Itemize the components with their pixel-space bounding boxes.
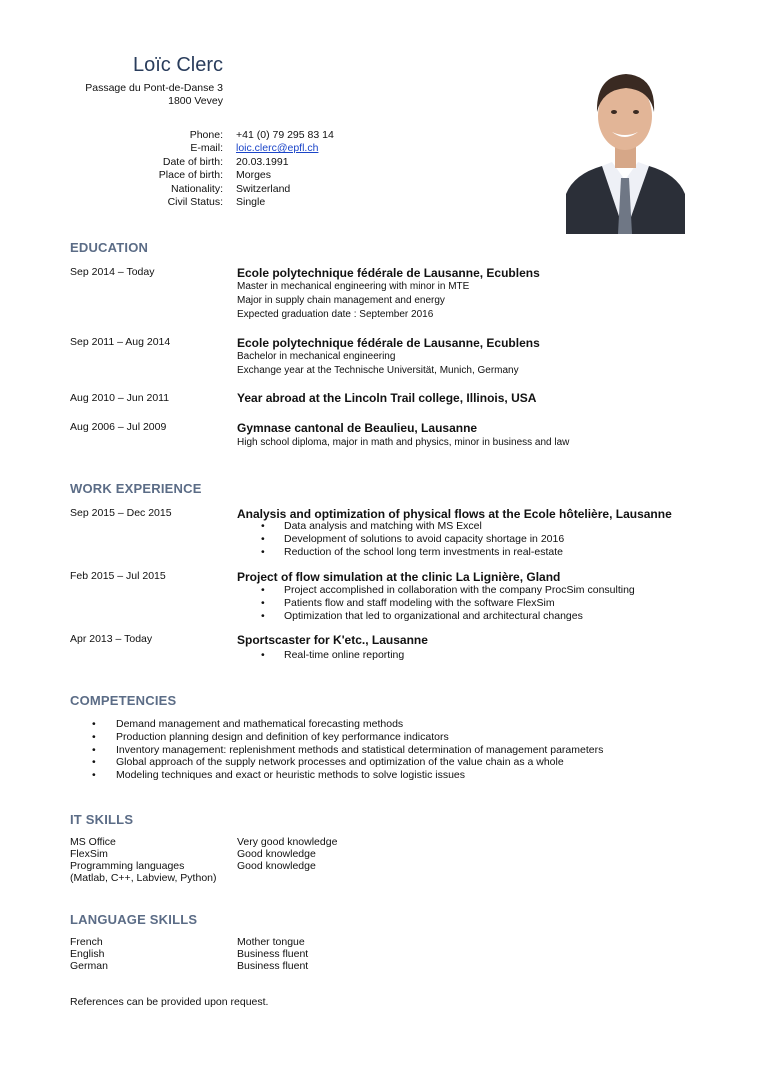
work-bullet: • Development of solutions to avoid capacity shortage in 2016 [237, 533, 564, 546]
work-bullet: • Project accomplished in collaboration with the company ProcSim consulting [237, 584, 635, 597]
work-heading: WORK EXPERIENCE [70, 481, 202, 496]
dob-label: Date of birth: [162, 156, 223, 168]
education-title: Gymnase cantonal de Beaulieu, Lausanne [237, 421, 478, 435]
education-detail: High school diploma, major in math and physics, minor in business and law [237, 437, 570, 448]
it-skill-level: Good knowledge [237, 860, 316, 872]
it-skills-heading: IT SKILLS [70, 812, 134, 827]
nationality-value: Switzerland [236, 183, 291, 195]
competencies-heading: COMPETENCIES [70, 693, 177, 708]
work-bullet: • Data analysis and matching with MS Excel [237, 520, 564, 533]
phone-value: +41 (0) 79 295 83 14 [236, 129, 334, 141]
competency-item: • Global approach of the supply network processes and optimization of the value chain as a whole [70, 756, 603, 769]
email-link[interactable]: loic.clerc@epfl.ch [236, 142, 319, 154]
dob-value: 20.03.1991 [236, 156, 289, 168]
email-value [236, 142, 318, 154]
education-detail: Bachelor in mechanical engineering [237, 351, 396, 362]
phone-label: Phone: [189, 129, 223, 141]
education-title: Ecole polytechnique fédérale de Lausanne, Ecublens [237, 336, 540, 350]
portrait-photo [566, 56, 685, 234]
education-detail: Master in mechanical engineering with minor in MTE [237, 281, 470, 292]
work-title: Analysis and optimization of physical flows at the Ecole hôtelière, Lausanne [237, 507, 672, 521]
education-date: Sep 2011 – Aug 2014 [70, 336, 171, 348]
language-level: Business fluent [237, 960, 309, 972]
competency-item: • Modeling techniques and exact or heuristic methods to solve logistic issues [70, 769, 603, 782]
work-date: Apr 2013 – Today [70, 633, 153, 645]
civil-status-label: Civil Status: [167, 196, 223, 208]
language-name: English [70, 948, 105, 960]
education-detail: Major in supply chain management and energy [237, 295, 445, 306]
language-name: French [70, 936, 103, 948]
address-line-1: Passage du Pont-de-Danse 3 [85, 82, 223, 94]
work-date: Feb 2015 – Jul 2015 [70, 570, 166, 582]
competencies-list [70, 718, 603, 782]
education-detail: Exchange year at the Technische Universität, Munich, Germany [237, 365, 519, 376]
candidate-name: Loïc Clerc [132, 54, 223, 76]
pob-label: Place of birth: [158, 169, 223, 181]
education-date: Aug 2006 – Jul 2009 [70, 421, 167, 433]
language-level: Business fluent [237, 948, 309, 960]
language-name: German [70, 960, 108, 972]
work-bullets [237, 649, 404, 662]
it-skill-level: Good knowledge [237, 848, 316, 860]
work-title: Project of flow simulation at the clinic La Lignière, Gland [237, 570, 561, 584]
it-skill-name: MS Office [70, 836, 116, 848]
it-skill-level: Very good knowledge [237, 836, 338, 848]
work-bullet: • Reduction of the school long term investments in real-estate [237, 546, 564, 559]
it-skill-name: FlexSim [70, 848, 108, 860]
education-heading: EDUCATION [70, 240, 149, 255]
address-line-2: 1800 Vevey [168, 95, 223, 107]
work-bullet: • Real-time online reporting [237, 649, 404, 662]
education-detail: Expected graduation date : September 2016 [237, 309, 434, 320]
work-bullet: • Patients flow and staff modeling with the software FlexSim [237, 597, 635, 610]
civil-status-value: Single [236, 196, 266, 208]
work-bullet: • Optimization that led to organizational and architectural changes [237, 610, 635, 623]
references-note: References can be provided upon request. [70, 996, 269, 1008]
it-skill-name: (Matlab, C++, Labview, Python) [70, 872, 217, 884]
education-title: Year abroad at the Lincoln Trail college, Illinois, USA [237, 391, 537, 405]
language-skills-heading: LANGUAGE SKILLS [70, 912, 198, 927]
competency-item: • Demand management and mathematical forecasting methods [70, 718, 603, 731]
email-label: E-mail: [190, 142, 223, 154]
competency-item: • Production planning design and definition of key performance indicators [70, 731, 603, 744]
work-date: Sep 2015 – Dec 2015 [70, 507, 172, 519]
education-date: Sep 2014 – Today [70, 266, 155, 278]
it-skill-name: Programming languages [70, 860, 185, 872]
nationality-label: Nationality: [171, 183, 223, 195]
competency-item: • Inventory management: replenishment methods and statistical determination of management parameters [70, 744, 603, 757]
work-bullets [237, 584, 635, 622]
work-bullets [237, 520, 564, 558]
education-date: Aug 2010 – Jun 2011 [70, 392, 170, 404]
education-title: Ecole polytechnique fédérale de Lausanne, Ecublens [237, 266, 540, 280]
pob-value: Morges [236, 169, 272, 181]
language-level: Mother tongue [237, 936, 305, 948]
work-title: Sportscaster for K'etc., Lausanne [237, 633, 428, 647]
